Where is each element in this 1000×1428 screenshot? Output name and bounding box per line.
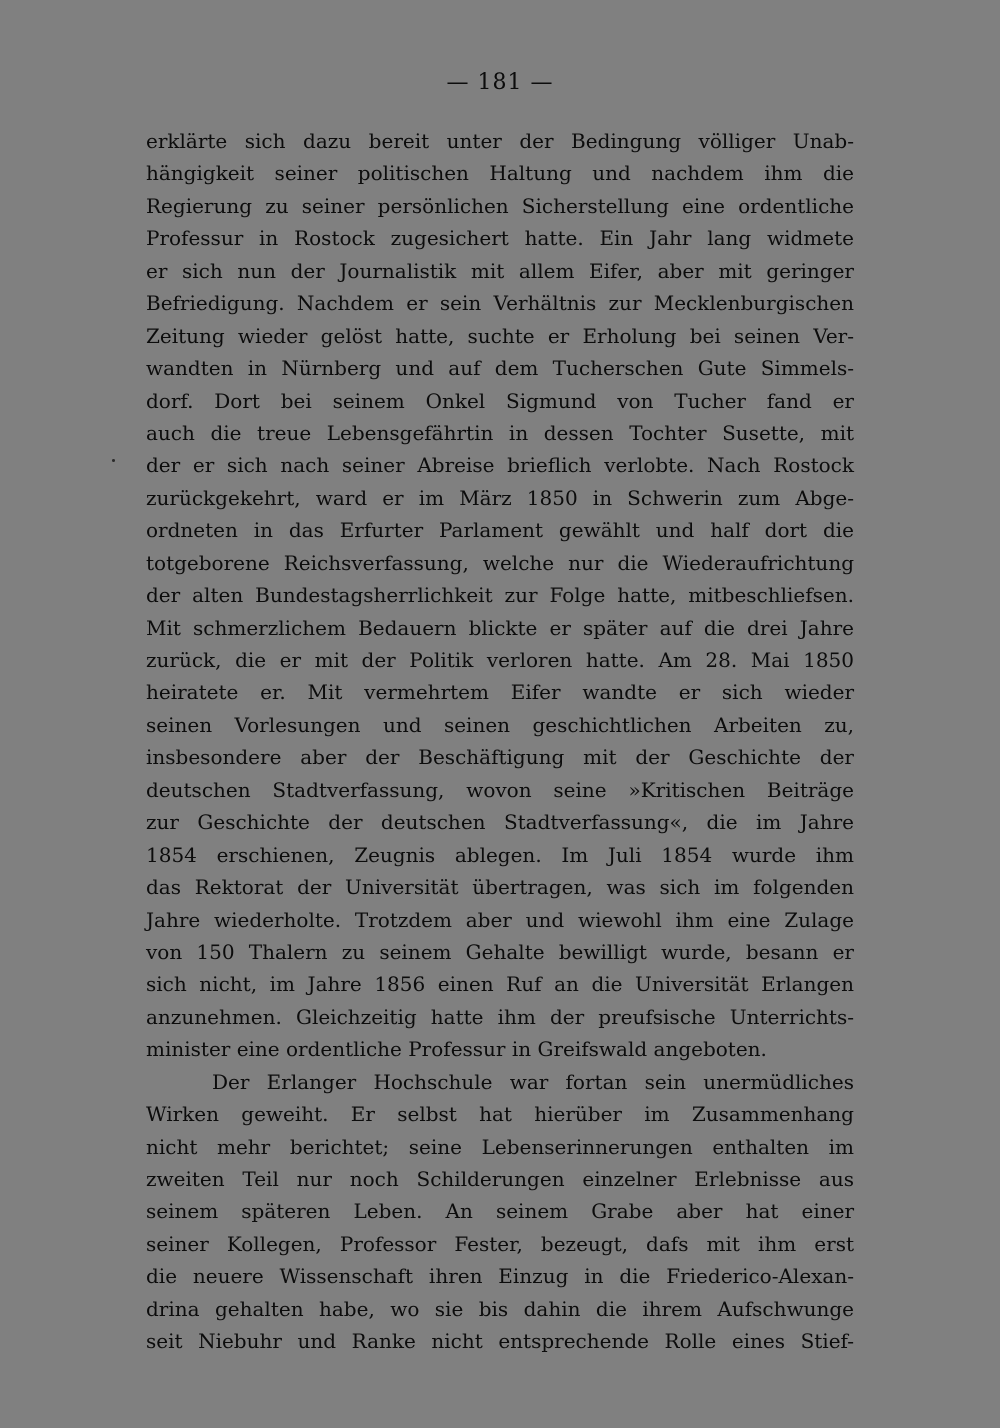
text-line: erklärte sich dazu bereit unter der Bedingung völliger Unab- bbox=[146, 129, 854, 153]
text-line: seiner Kollegen, Professor Fester, bezeugt, dafs mit ihm erst bbox=[146, 1231, 854, 1256]
text-line: ordneten in das Erfurter Parlament gewählt und half dort die bbox=[146, 518, 854, 543]
text-line: hängigkeit seiner politischen Haltung und nachdem ihm die bbox=[146, 161, 854, 186]
text-line: der er sich nach seiner Abreise brieflich verlobte. Nach Rostock bbox=[146, 453, 854, 478]
text-line: heiratete er. Mit vermehrtem Eifer wandte er sich wieder bbox=[146, 680, 854, 705]
text-line: seit Niebuhr und Ranke nicht entsprechende Rolle eines Stief- bbox=[146, 1329, 854, 1354]
text-line: wandten in Nürnberg und auf dem Tucherschen Gute Simmels- bbox=[146, 356, 854, 381]
body-text bbox=[146, 125, 854, 1358]
text-line: sich nicht, im Jahre 1856 einen Ruf an die Universität Erlangen bbox=[146, 972, 854, 997]
page-number: — 181 — bbox=[446, 70, 554, 95]
text-line: der alten Bundestagsherrlichkeit zur Folge hatte, mitbeschliefsen. bbox=[146, 583, 854, 608]
text-line: er sich nun der Journalistik mit allem Eifer, aber mit geringer bbox=[146, 258, 854, 283]
text-line: insbesondere aber der Beschäftigung mit der Geschichte der bbox=[146, 745, 854, 770]
text-line: von 150 Thalern zu seinem Gehalte bewilligt wurde, besann er bbox=[146, 939, 854, 964]
text-line: das Rektorat der Universität übertragen, was sich im folgenden bbox=[146, 875, 854, 900]
text-line: Wirken geweiht. Er selbst hat hierüber im Zusammenhang bbox=[146, 1102, 854, 1127]
text-line: auch die treue Lebensgefährtin in dessen Tochter Susette, mit bbox=[146, 420, 854, 445]
margin-mark bbox=[112, 459, 115, 462]
text-line: Zeitung wieder gelöst hatte, suchte er Erholung bei seinen Ver- bbox=[146, 323, 854, 348]
text-line: zurück, die er mit der Politik verloren hatte. Am 28. Mai 1850 bbox=[146, 648, 854, 672]
text-line: deutschen Stadtverfassung, wovon seine »Kritischen Beiträge bbox=[146, 777, 854, 802]
paragraph-end-line: minister eine ordentliche Professur in Greifswald angeboten. bbox=[146, 1037, 767, 1062]
text-line: Mit schmerzlichem Bedauern blickte er später auf die drei Jahre bbox=[146, 615, 854, 640]
text-line: seinem späteren Leben. An seinem Grabe aber hat einer bbox=[146, 1199, 854, 1224]
text-line: Professur in Rostock zugesichert hatte. Ein Jahr lang widmete bbox=[146, 226, 854, 251]
text-line: 1854 erschienen, Zeugnis ablegen. Im Juli 1854 wurde ihm bbox=[146, 842, 854, 867]
text-line: Jahre wiederholte. Trotzdem aber und wiewohl ihm eine Zulage bbox=[146, 907, 854, 932]
text-line: die neuere Wissenschaft ihren Einzug in die Friederico-Alexan- bbox=[146, 1264, 854, 1289]
text-line: anzunehmen. Gleichzeitig hatte ihm der preufsische Unterrichts- bbox=[146, 1004, 854, 1029]
text-line: drina gehalten habe, wo sie bis dahin die ihrem Aufschwunge bbox=[146, 1296, 854, 1321]
text-line: Regierung zu seiner persönlichen Sicherstellung eine ordentliche bbox=[146, 193, 854, 218]
text-line: totgeborene Reichsverfassung, welche nur die Wiederaufrichtung bbox=[146, 550, 854, 575]
text-line: nicht mehr berichtet; seine Lebenserinnerungen enthalten im bbox=[146, 1134, 854, 1159]
text-line: zurückgekehrt, ward er im März 1850 in Schwerin zum Abge- bbox=[146, 485, 854, 510]
text-line: seinen Vorlesungen und seinen geschichtlichen Arbeiten zu, bbox=[146, 712, 854, 737]
text-line: zweiten Teil nur noch Schilderungen einzelner Erlebnisse aus bbox=[146, 1167, 854, 1191]
text-line: dorf. Dort bei seinem Onkel Sigmund von Tucher fand er bbox=[146, 388, 854, 413]
text-line: Befriedigung. Nachdem er sein Verhältnis zur Mecklenburgischen bbox=[146, 291, 854, 316]
paragraph-start-line: Der Erlanger Hochschule war fortan sein unermüdliches bbox=[212, 1069, 854, 1094]
text-line: zur Geschichte der deutschen Stadtverfassung«, die im Jahre bbox=[146, 810, 854, 835]
